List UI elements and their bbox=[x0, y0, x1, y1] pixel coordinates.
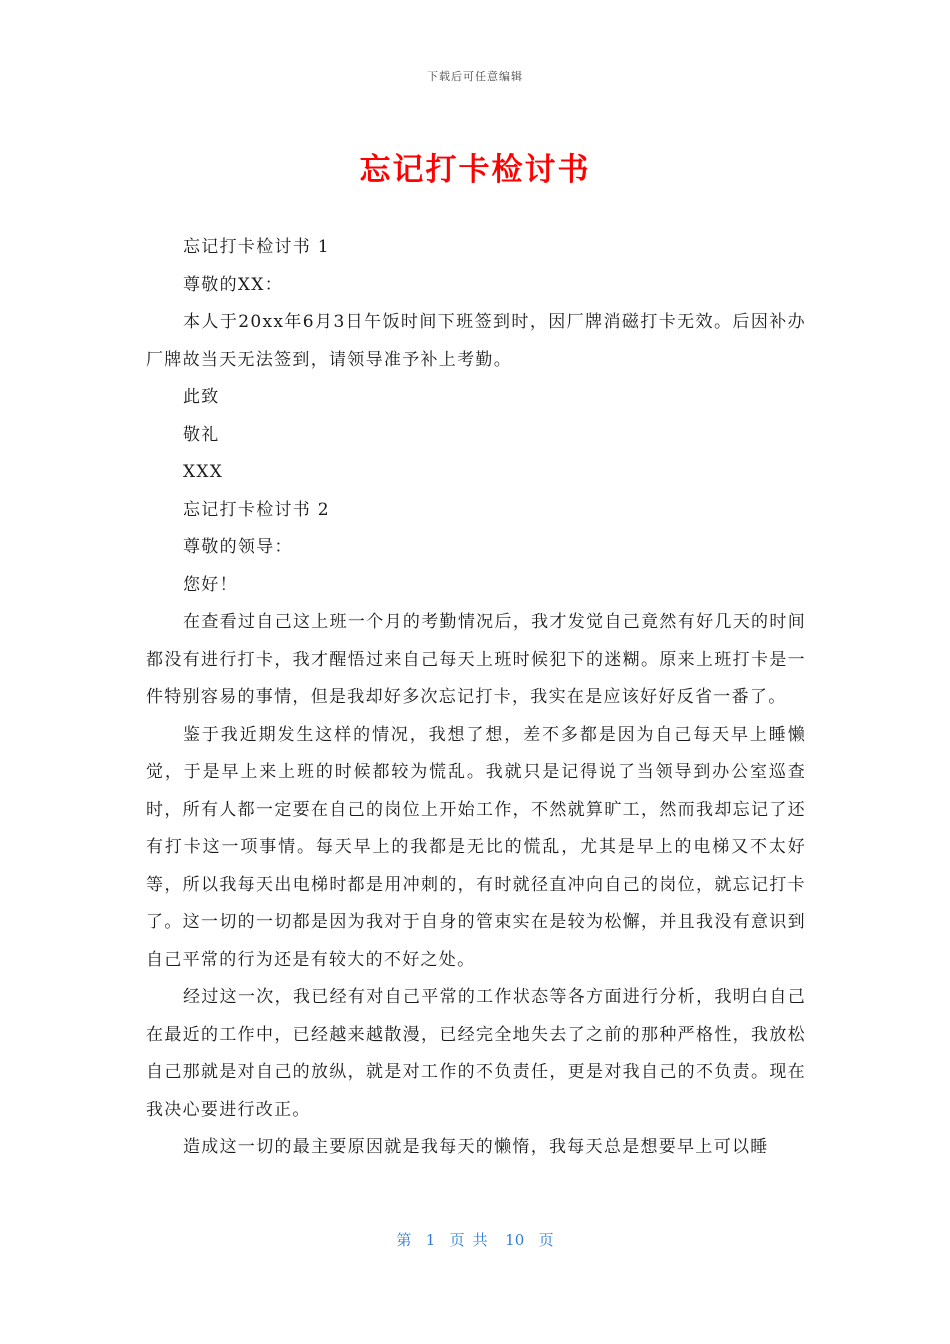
body-paragraph: 经过这一次，我已经有对自己平常的工作状态等各方面进行分析，我明白自己在最近的工作中，已经越来越散漫，已经完全地失去了之前的那种严格性，我放松自己那就是对自己的放纵，就是对工作的不负责任，更是对我自己的不负责。现在我决心要进行改正。 bbox=[146, 987, 806, 1120]
page-footer bbox=[0, 1229, 950, 1250]
closing-line: 此致 bbox=[183, 387, 220, 407]
page-label-suffix: 页 bbox=[538, 1231, 554, 1249]
body-paragraph: 本人于20xx年6月3日午饭时间下班签到时，因厂牌消磁打卡无效。后因补办厂牌故当天无法签到，请领导准予补上考勤。 bbox=[146, 312, 806, 370]
page-label-mid: 页共 bbox=[449, 1231, 496, 1249]
header-note: 下载后可任意编辑 bbox=[427, 70, 523, 83]
greeting: 您好！ bbox=[183, 574, 238, 595]
page-total: 10 bbox=[505, 1231, 525, 1249]
closing-regards: 敬礼 bbox=[183, 424, 220, 445]
section-heading-2: 忘记打卡检讨书 2 bbox=[183, 499, 330, 520]
salutation: 尊敬的领导： bbox=[183, 537, 293, 557]
salutation: 尊敬的XX： bbox=[183, 274, 284, 295]
body-paragraph: 在查看过自己这上班一个月的考勤情况后，我才发觉自己竟然有好几天的时间都没有进行打卡，我才醒悟过来自己每天上班时候犯下的迷糊。原来上班打卡是一件特别容易的事情，但是我却好多次忘记打卡，我实在是应该好好反省一番了。 bbox=[146, 612, 806, 707]
page-label-prefix: 第 bbox=[396, 1231, 412, 1249]
body-paragraph: 造成这一切的最主要原因就是我每天的懒惰，我每天总是想要早上可以睡 bbox=[183, 1137, 769, 1157]
page-current: 1 bbox=[425, 1231, 436, 1249]
document-body bbox=[146, 229, 806, 1167]
body-paragraph: 鉴于我近期发生这样的情况，我想了想，差不多都是因为自己每天早上睡懒觉，于是早上来上班的时候都较为慌乱。我就只是记得说了当领导到办公室巡查时，所有人都一定要在自己的岗位上开始工作，不然就算旷工，然而我却忘记了还有打卡这一项事情。每天早上的我都是无比的慌乱，尤其是早上的电梯又不太好等，所以我每天出电梯时都是用冲刺的，有时就径直冲向自己的岗位，就忘记打卡了。这一切的一切都是因为我对于自身的管束实在是较为松懈，并且我没有意识到自己平常的行为还是有较大的不好之处。 bbox=[146, 724, 806, 970]
section-heading-1: 忘记打卡检讨书 1 bbox=[183, 237, 330, 257]
document-title: 忘记打卡检讨书 bbox=[359, 152, 591, 188]
signature: XXX bbox=[183, 462, 224, 482]
